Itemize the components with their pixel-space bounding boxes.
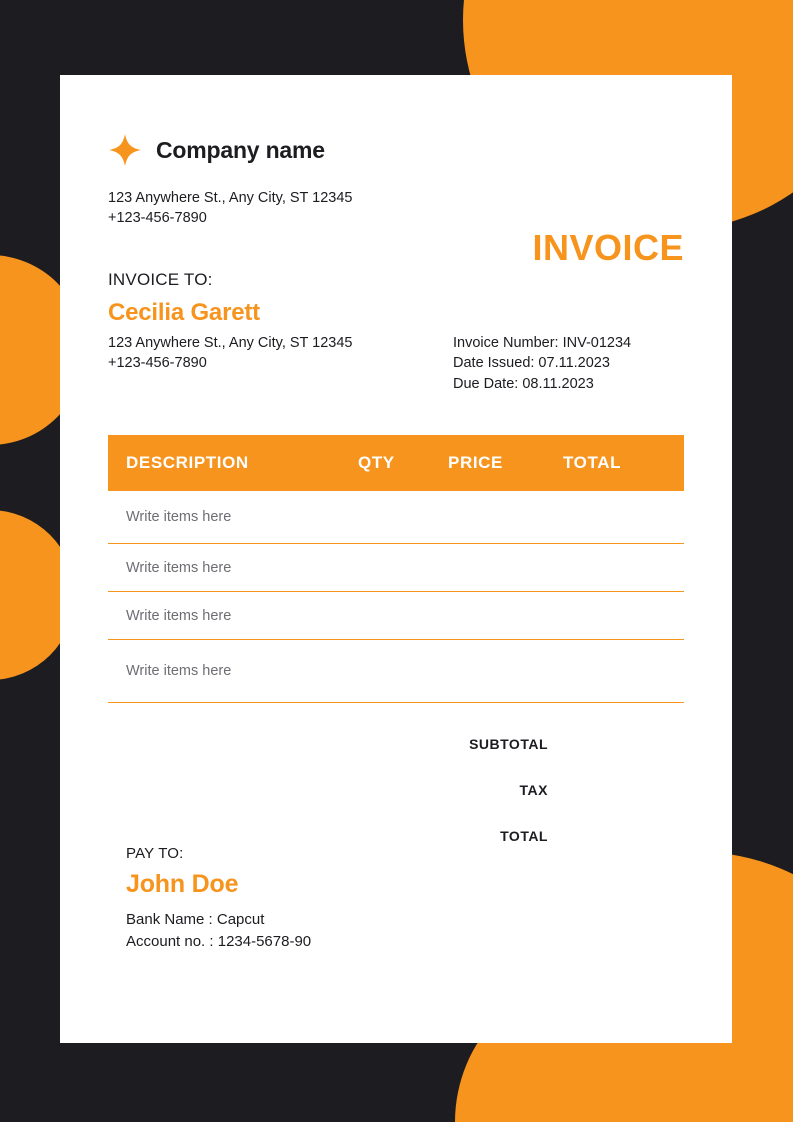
table-header-row — [108, 435, 684, 491]
column-header-price: PRICE — [448, 453, 503, 472]
table-row[interactable] — [108, 491, 684, 544]
total-label: TOTAL — [500, 828, 548, 844]
invoice-number: Invoice Number: INV-01234 — [453, 335, 632, 351]
date-issued: Date Issued: 07.11.2023 — [453, 355, 610, 372]
subtotal-label: SUBTOTAL — [469, 736, 548, 752]
document-title: INVOICE — [532, 227, 684, 268]
company-contact — [108, 189, 684, 228]
company-phone: +123-456-7890 — [108, 209, 207, 226]
table-row[interactable] — [108, 592, 684, 640]
company-address: 123 Anywhere St., Any City, ST 12345 — [108, 190, 353, 206]
client-phone: +123-456-7890 — [108, 354, 207, 371]
totals-row-tax — [108, 767, 684, 813]
column-header-total: TOTAL — [563, 453, 622, 472]
column-header-description: DESCRIPTION — [126, 453, 249, 472]
company-name: Company name — [156, 136, 325, 163]
pay-to-section — [126, 845, 311, 953]
cell-description[interactable]: Write items here — [126, 559, 232, 576]
invoice-to-label: INVOICE TO: — [108, 270, 213, 290]
payee-name: John Doe — [126, 870, 239, 898]
cell-description[interactable]: Write items here — [126, 509, 232, 525]
account-number: Account no. : 1234-5678-90 — [126, 932, 312, 950]
invoice-sheet — [60, 75, 732, 1043]
due-date: Due Date: 08.11.2023 — [453, 375, 594, 392]
client-name: Cecilia Garett — [108, 299, 260, 327]
cell-description[interactable]: Write items here — [126, 607, 232, 624]
totals-row-subtotal — [108, 721, 684, 767]
bank-name: Bank Name : Capcut — [126, 911, 265, 928]
tax-label: TAX — [519, 782, 548, 798]
items-table — [108, 435, 684, 703]
pay-to-label: PAY TO: — [126, 845, 184, 862]
invoice-meta — [453, 333, 631, 394]
bank-details — [126, 909, 311, 953]
table-row[interactable] — [108, 640, 684, 703]
table-row[interactable] — [108, 544, 684, 592]
brand-row — [108, 75, 684, 167]
totals-section — [108, 721, 684, 859]
four-point-star-icon — [108, 133, 142, 167]
column-header-qty: QTY — [358, 453, 395, 472]
client-address: 123 Anywhere St., Any City, ST 12345 — [108, 335, 353, 352]
cell-description[interactable]: Write items here — [126, 663, 232, 679]
